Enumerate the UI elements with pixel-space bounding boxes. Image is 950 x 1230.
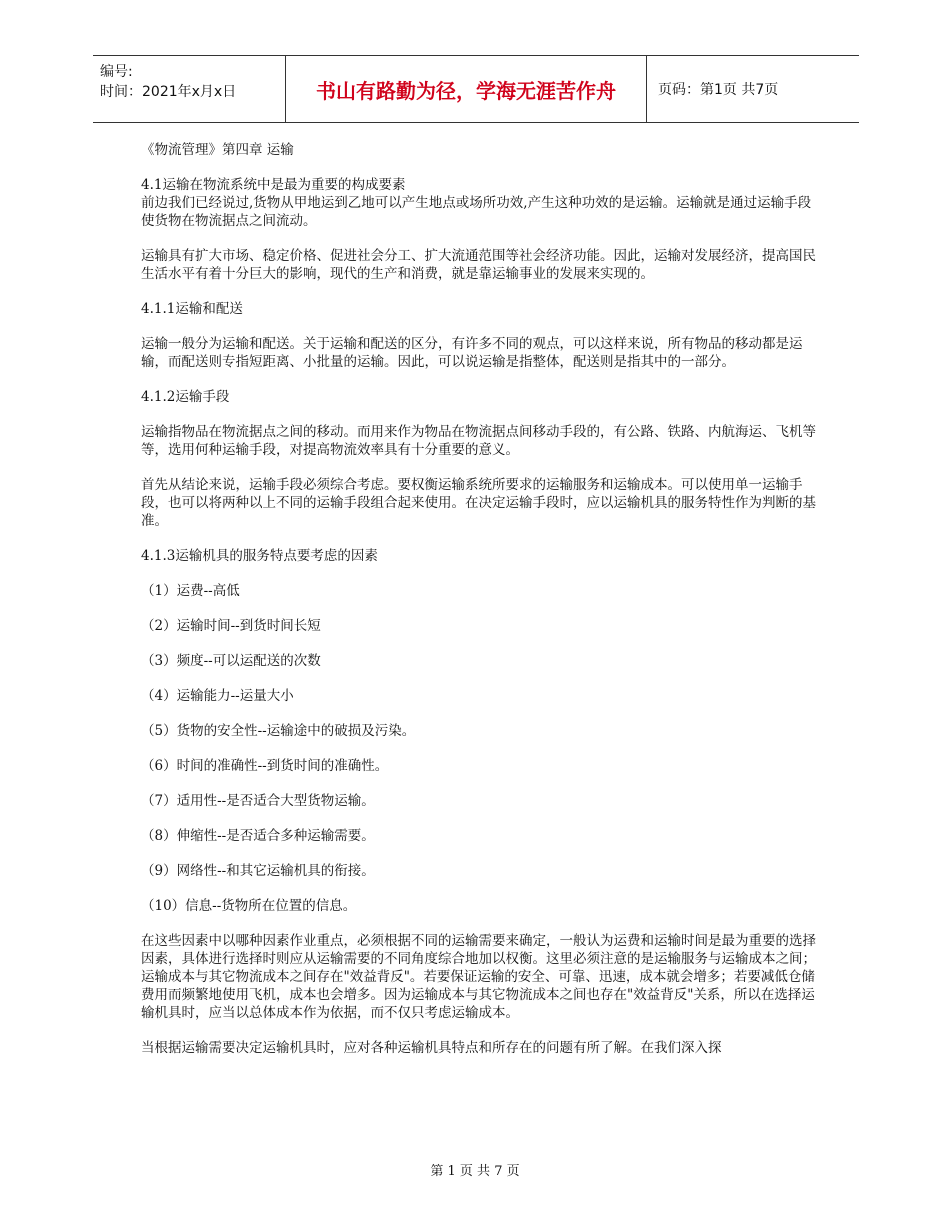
list-item: （4）运输能力--运量大小 [141,688,294,704]
list-item: （9）网络性--和其它运输机具的衔接。 [141,863,375,879]
list-item: （10）信息--货物所在位置的信息。 [141,898,357,914]
page-header [93,55,859,123]
number-label: 编号: [100,64,133,80]
list-item: （5）货物的安全性--运输途中的破损及污染。 [141,723,416,739]
list-item: （3）频度--可以运配送的次数 [141,653,321,669]
section-heading-4-1: 4.1运输在物流系统中是最为重要的构成要素 [141,177,406,193]
header-motto: 书山有路勤为径，学海无涯苦作舟 [285,56,647,122]
paragraph: 运输一般分为运输和配送。关于运输和配送的区分，有许多不同的观点，可以这样来说，所有物品的移动都是运输，而配送则专指短距离、小批量的运输。因此，可以说运输是指整体，配送则是指其中的一部分。 [141,336,803,370]
list-item: （7）适用性--是否适合大型货物运输。 [141,793,375,809]
list-item: （8）伸缩性--是否适合多种运输需要。 [141,828,375,844]
list-item: （6）时间的准确性--到货时间的准确性。 [141,758,389,774]
section-heading-4-1-2: 4.1.2运输手段 [141,389,230,405]
document-body [141,141,821,1074]
paragraph: 当根据运输需要决定运输机具时，应对各种运输机具特点和所存在的问题有所了解。在我们深入探 [141,1040,722,1056]
page-footer: 第 1 页 共 7 页 [430,1164,520,1179]
header-meta [100,62,285,102]
header-page-info: 页码：第1页 共7页 [658,82,779,98]
paragraph: 首先从结论来说，运输手段必须综合考虑。要权衡运输系统所要求的运输服务和运输成本。可以使用单一运输手段，也可以将两种以上不同的运输手段组合起来使用。在决定运输手段时，应以运输机具的服务特性作为判断的基准。 [141,477,816,529]
list-item: （1）运费--高低 [141,583,240,599]
time-label: 时间：2021年x月x日 [100,84,237,100]
paragraph: 运输具有扩大市场、稳定价格、促进社会分工、扩大流通范围等社会经济功能。因此，运输对发展经济，提高国民生活水平有着十分巨大的影响，现代的生产和消费，就是靠运输事业的发展来实现的。 [141,248,816,282]
list-item: （2）运输时间--到货时间长短 [141,618,321,634]
section-heading-4-1-3: 4.1.3运输机具的服务特点要考虑的因素 [141,548,378,564]
paragraph: 运输指物品在物流据点之间的移动。而用来作为物品在物流据点间移动手段的，有公路、铁路、内航海运、飞机等等，选用何种运输手段，对提高物流效率具有十分重要的意义。 [141,424,816,458]
section-heading-4-1-1: 4.1.1运输和配送 [141,301,243,317]
paragraph: 在这些因素中以哪种因素作业重点，必须根据不同的运输需要来确定，一般认为运费和运输时间是最为重要的选择因素，具体进行选择时则应从运输需要的不同角度综合地加以权衡。这里必须注意的是运输服务与运输成本之间；运输成本与其它物流成本之间存在"效益背反"。若要保证运输的安全、可靠、迅速，成本就会增多；若要减低仓储费用而频繁地使用飞机，成本也会增多。因为运输成本与其它物流成本之间也存在"效益背反"关系，所以在选择运输机具时，应当以总体成本作为依据，而不仅只考虑运输成本。 [141,933,816,1021]
document-title: 《物流管理》第四章 运输 [141,142,294,158]
paragraph: 前边我们已经说过,货物从甲地运到乙地可以产生地点或场所功效,产生这种功效的是运输。运输就是通过运输手段使货物在物流据点之间流动。 [141,195,812,229]
